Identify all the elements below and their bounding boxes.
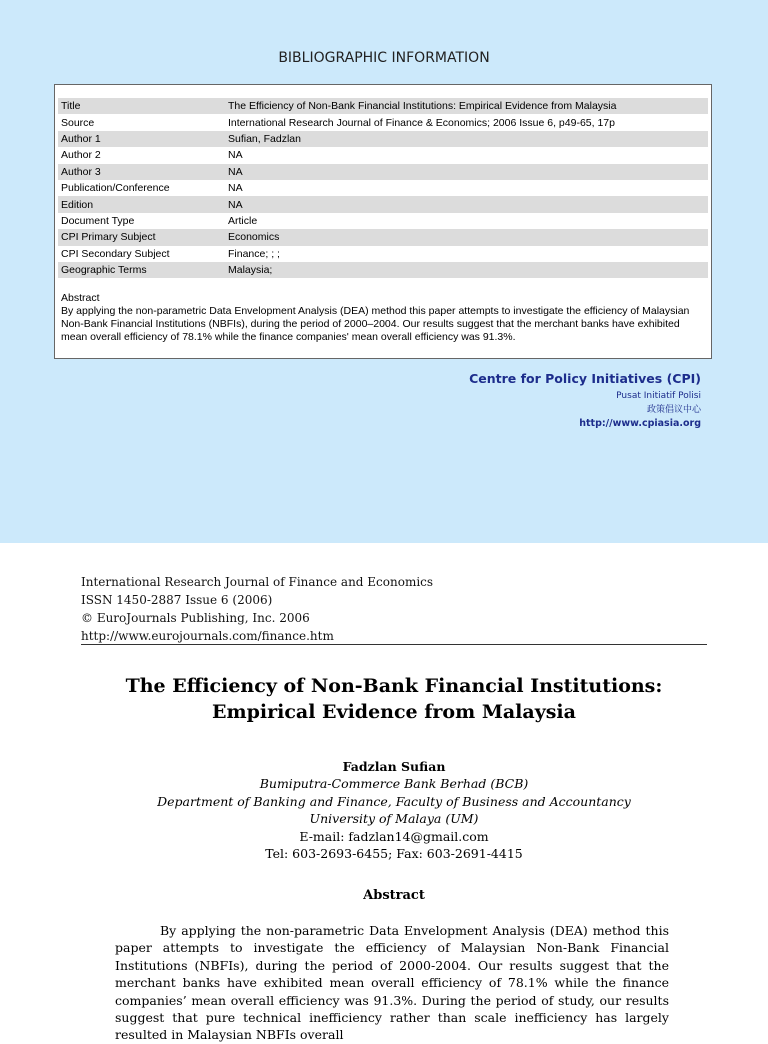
bib-row <box>58 98 708 114</box>
bib-row-value: NA <box>228 149 243 162</box>
bib-row-value: Economics <box>225 229 708 245</box>
bib-row-label: Author 1 <box>58 131 225 147</box>
bib-row-label: Author 3 <box>58 164 225 180</box>
header-divider <box>81 644 707 645</box>
bib-row-label: Document Type <box>61 214 135 227</box>
bib-row-label: Author 2 <box>61 149 101 162</box>
cover-abstract-label: Abstract <box>61 292 100 304</box>
cpi-malay-name: Pusat Initiatif Polisi <box>616 391 701 401</box>
bib-row-value: NA <box>225 164 708 180</box>
cpi-name: Centre for Policy Initiatives (CPI) <box>469 371 701 386</box>
bib-row-label: CPI Primary Subject <box>58 229 225 245</box>
bibliographic-table <box>58 98 708 278</box>
affiliation-bank: Bumiputra-Commerce Bank Berhad (BCB) <box>259 776 529 792</box>
journal-info-line: ISSN 1450-2887 Issue 6 (2006) <box>81 593 273 607</box>
bib-row <box>58 229 708 245</box>
cpi-website-link[interactable]: http://www.cpiasia.org <box>579 418 701 429</box>
bib-row <box>58 180 708 196</box>
cpi-credit <box>469 371 701 431</box>
bib-row <box>58 213 708 229</box>
bib-row-label: Geographic Terms <box>58 262 225 278</box>
bib-row <box>58 262 708 278</box>
bib-row-value: Sufian, Fadzlan <box>225 131 708 147</box>
bib-row <box>58 246 708 262</box>
paper-first-page <box>0 543 768 1043</box>
paper-title: The Efficiency of Non-Bank Financial Institutions: Empirical Evidence from Malaysia <box>125 675 663 723</box>
cover-abstract <box>61 292 706 344</box>
abstract-body: By applying the non-parametric Data Envelopment Analysis (DEA) method this paper attempts to investigate the efficiency of Malaysian Non-Bank Financial Institutions (NBFIs), during the period of 2000-2004. Our results suggest that the merchant banks have exhibited mean overall efficiency of 78.1% while the finance companies’ mean overall efficiency was 91.3%. During the period of study, our results suggest that pure technical inefficiency rather than scale inefficiency has largely resulted in Malaysian NBFIs overall <box>115 923 669 1043</box>
bibliographic-info-box <box>54 84 712 359</box>
bib-row-value: Finance; ; ; <box>228 247 280 260</box>
bib-row <box>58 147 708 163</box>
journal-info <box>81 573 433 645</box>
bib-row <box>58 114 708 130</box>
cover-abstract-text: By applying the non-parametric Data Envelopment Analysis (DEA) method this paper attempts to investigate the efficiency of Malaysian Non-Bank Financial Institutions (NBFIs), during the period of 2000–2004. Our results suggest that the merchant banks have exhibited mean overall efficiency of 78.1% while the finance companies' mean overall efficiency was 91.3%. <box>61 305 690 343</box>
author-block <box>81 758 707 862</box>
author-name: Fadzlan Sufian <box>342 759 446 774</box>
journal-info-line: International Research Journal of Finance and Economics <box>81 575 434 589</box>
bib-row-label: Source <box>61 116 95 129</box>
author-phone: Tel: 603-2693-6455; Fax: 603-2691-4415 <box>265 846 523 862</box>
bib-row-value: Malaysia; <box>225 262 708 278</box>
journal-info-line: © EuroJournals Publishing, Inc. 2006 <box>81 611 310 625</box>
bib-row-value: The Efficiency of Non-Bank Financial Institutions: Empirical Evidence from Malaysia <box>225 98 708 114</box>
abstract-heading: Abstract <box>363 888 425 903</box>
author-email: E-mail: fadzlan14@gmail.com <box>299 828 489 844</box>
bib-row-label: CPI Secondary Subject <box>61 247 170 260</box>
bib-row-label: Edition <box>58 196 225 212</box>
bib-row-label: Title <box>58 98 225 114</box>
bib-row-value: NA <box>225 196 708 212</box>
bib-row-value: NA <box>228 182 243 195</box>
bibliographic-heading: BIBLIOGRAPHIC INFORMATION <box>278 50 490 66</box>
affiliation-department: Department of Banking and Finance, Faculty of Business and Accountancy <box>157 793 631 809</box>
journal-info-line: http://www.eurojournals.com/finance.htm <box>81 629 334 643</box>
bib-row-value: Article <box>228 214 258 227</box>
bib-row-value: International Research Journal of Finance & Economics; 2006 Issue 6, p49-65, 17p <box>228 116 615 129</box>
cpi-chinese-name: 政策倡议中心 <box>646 405 701 415</box>
bib-row <box>58 164 708 180</box>
bib-row-label: Publication/Conference <box>61 182 170 195</box>
bib-row <box>58 131 708 147</box>
affiliation-university: University of Malaya (UM) <box>309 811 479 827</box>
bib-row <box>58 196 708 212</box>
